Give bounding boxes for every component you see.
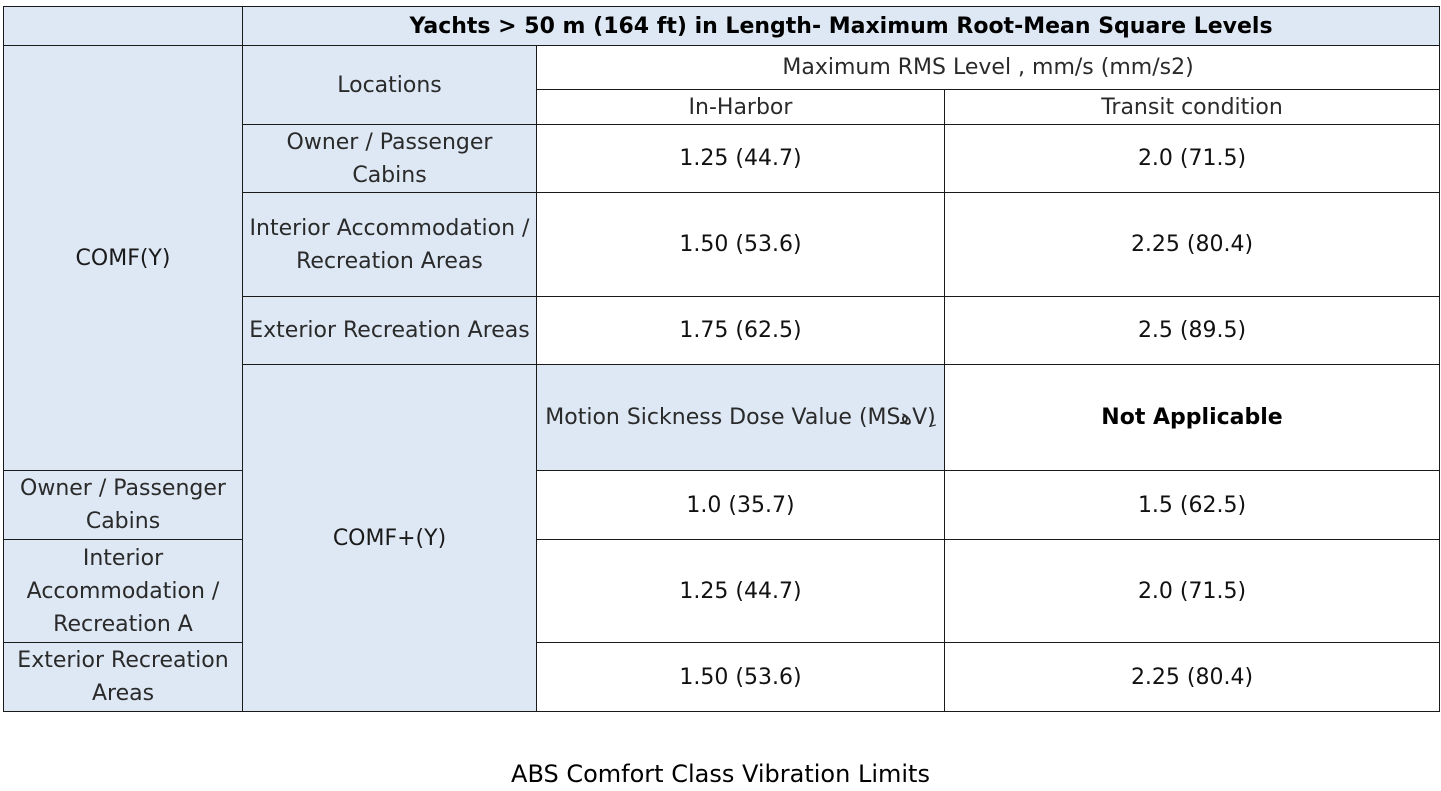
location-cell: Exterior Recreation Areas — [243, 297, 537, 365]
header-row-1 — [4, 46, 1440, 90]
location-cell: Exterior Recreation Areas — [4, 643, 243, 712]
corner-cell — [4, 7, 243, 46]
transit-value: 1.5 (62.5) — [945, 471, 1440, 540]
transit-value: 2.25 (80.4) — [945, 643, 1440, 712]
table-row — [4, 540, 1440, 643]
location-cell: Owner / Passenger Cabins — [243, 125, 537, 193]
max-rms-header: Maximum RMS Level , mm/s (mm/s2) — [537, 46, 1440, 90]
location-cell: Owner / Passenger Cabins — [4, 471, 243, 540]
locations-header: Locations — [243, 46, 537, 125]
location-cell: Motion Sickness Dose Value (MSﻫVِ) — [537, 365, 945, 471]
in-harbor-header: In-Harbor — [537, 90, 945, 125]
in-harbor-value: 1.50 (53.6) — [537, 193, 945, 297]
class-cell-comf-y: COMF(Y) — [4, 46, 243, 471]
title-row — [4, 7, 1440, 46]
table-title: Yachts > 50 m (164 ft) in Length- Maximum Root-Mean Square Levels — [243, 7, 1440, 46]
table-row — [4, 471, 1440, 540]
in-harbor-value: 1.75 (62.5) — [537, 297, 945, 365]
location-cell: Interior Accommodation / Recreation Areas — [243, 193, 537, 297]
location-cell: Interior Accommodation / Recreation A — [4, 540, 243, 643]
transit-header: Transit condition — [945, 90, 1440, 125]
in-harbor-value: 1.50 (53.6) — [537, 643, 945, 712]
in-harbor-value: 1.25 (44.7) — [537, 125, 945, 193]
transit-value: 2.0 (71.5) — [945, 125, 1440, 193]
figure-caption: ABS Comfort Class Vibration Limits — [511, 760, 930, 788]
class-cell-comf-plus-y: COMF+(Y) — [243, 365, 537, 712]
in-harbor-value: 1.25 (44.7) — [537, 540, 945, 643]
transit-value: 2.0 (71.5) — [945, 540, 1440, 643]
table-row — [4, 643, 1440, 712]
in-harbor-value: Not Applicable — [945, 365, 1440, 471]
vibration-limits-table — [3, 6, 1440, 712]
transit-value: 2.25 (80.4) — [945, 193, 1440, 297]
transit-value: 2.5 (89.5) — [945, 297, 1440, 365]
in-harbor-value: 1.0 (35.7) — [537, 471, 945, 540]
